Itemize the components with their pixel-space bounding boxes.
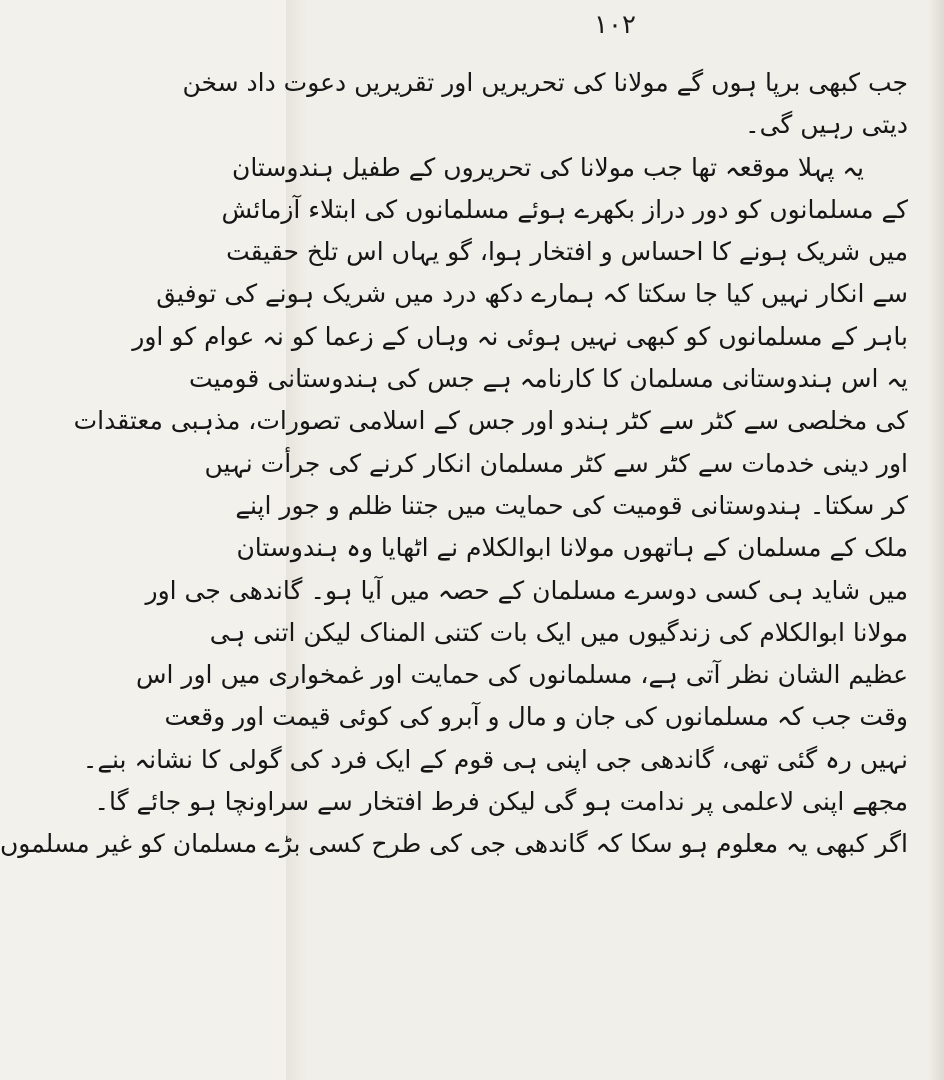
page-body-text [0, 62, 908, 866]
text-line: یہ اس ہندوستانی مسلمان کا کارنامہ ہے جس کی ہندوستانی قومیت [189, 364, 908, 394]
page-number: ۱۰۲ [594, 10, 636, 40]
text-line: وقت جب کہ مسلمانوں کی جان و مال و آبرو کی کوئی قیمت اور وقعت [164, 702, 908, 732]
text-line: کے مسلمانوں کو دور دراز بکھرے ہوئے مسلمانوں کی ابتلاء آزمائش [221, 194, 908, 224]
text-line: باہر کے مسلمانوں کو کبھی نہیں ہوئی نہ وہاں کے زعما کو نہ عوام کو اور [132, 321, 908, 351]
text-line: کر سکتا۔ ہندوستانی قومیت کی حمایت میں جتنا ظلم و جور اپنے [235, 490, 908, 520]
text-line: میں شاید ہی کسی دوسرے مسلمان کے حصہ میں آیا ہو۔ گاندھی جی اور [145, 575, 908, 605]
paragraph-start-line: یہ پہلا موقعہ تھا جب مولانا کی تحریروں کے طفیل ہندوستان [231, 152, 864, 182]
text-line: مجھے اپنی لاعلمی پر ندامت ہو گی لیکن فرط افتخار سے سراونچا ہو جائے گا۔ [94, 787, 908, 817]
text-line: کی مخلصی سے کٹر سے کٹر ہندو اور جس کے اسلامی تصورات، مذہبی معتقدات [73, 406, 908, 436]
text-line: اور دینی خدمات سے کٹر سے کٹر مسلمان انکار کرنے کی جرأت نہیں [204, 448, 908, 478]
page-edge-right [928, 0, 944, 1080]
text-line: ملک کے مسلمان کے ہاتھوں مولانا ابوالکلام نے اٹھایا وہ ہندوستان [236, 533, 908, 563]
text-line: اگر کبھی یہ معلوم ہو سکا کہ گاندھی جی کی طرح کسی بڑے مسلمان کو غیر مسلموں [0, 829, 908, 859]
text-line: عظیم الشان نظر آتی ہے، مسلمانوں کی حمایت اور غمخواری میں اور اس [136, 660, 908, 690]
text-line: دیتی رہیں گی۔ [744, 110, 908, 140]
text-line: جب کبھی برپا ہوں گے مولانا کی تحریریں اور تقریریں دعوت داد سخن [182, 68, 908, 97]
text-line: میں شریک ہونے کا احساس و افتخار ہوا، گو یہاں اس تلخ حقیقت [226, 237, 908, 267]
text-line: سے انکار نہیں کیا جا سکتا کہ ہمارے دکھ درد میں شریک ہونے کی توفیق [156, 279, 908, 309]
text-line: نہیں رہ گئی تھی، گاندھی جی اپنی ہی قوم کے ایک فرد کی گولی کا نشانہ بنے۔ [82, 744, 908, 774]
text-line: مولانا ابوالکلام کی زندگیوں میں ایک بات کتنی المناک لیکن اتنی ہی [209, 617, 908, 647]
